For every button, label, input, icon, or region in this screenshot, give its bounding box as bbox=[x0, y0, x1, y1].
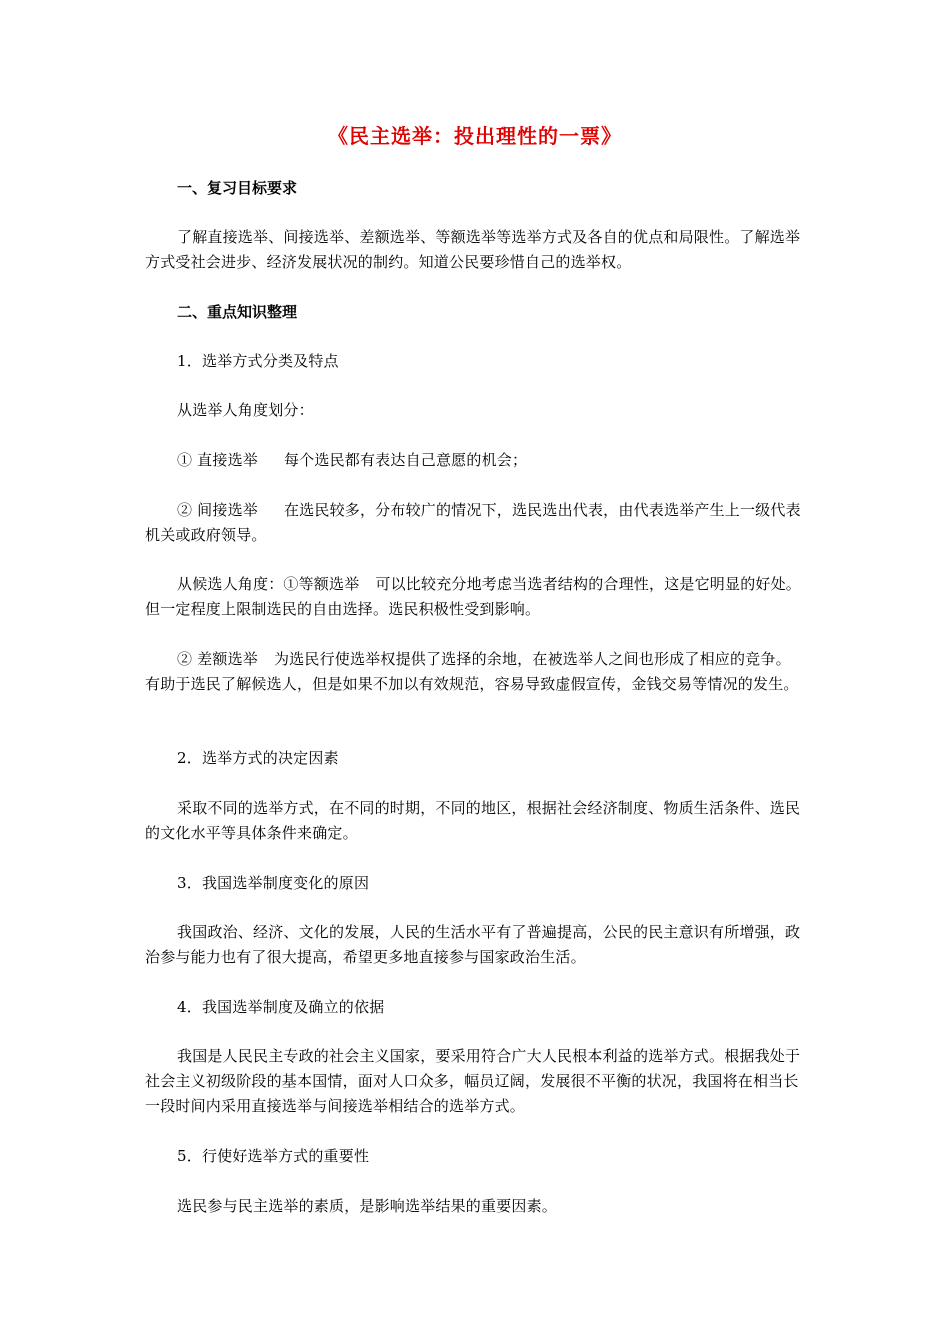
voter-angle-label: 从选举人角度划分： bbox=[177, 401, 314, 419]
item4-paragraph: 我国是人民民主专政的社会主义国家，要采用符合广大人民根本利益的选举方式。根据我处于社会主义初级阶段的基本国情，面对人口众多，幅员辽阔，发展很不平衡的状况，我国将在相当长一段时间内采用直接选举与间接选举相结合的选举方式。 bbox=[145, 1047, 801, 1115]
candidate-angle-label: 从候选人角度：①等额选举 bbox=[177, 575, 360, 593]
review-goals-paragraph: 了解直接选举、间接选举、差额选举、等额选举等选举方式及各自的优点和局限性。了解选举方式受社会进步、经济发展状况的制约。知道公民要珍惜自己的选举权。 bbox=[145, 228, 801, 271]
direct-election-desc: 每个选民都有表达自己意愿的机会； bbox=[283, 451, 528, 469]
indirect-election-desc: 在选民较多，分布较广的情况下，选民选出代表，由代表选举产生上一级代表机关或政府领导。 bbox=[145, 501, 801, 544]
item2-title: 2．选举方式的决定因素 bbox=[177, 749, 339, 767]
indirect-election-label: ② 间接选举 bbox=[177, 501, 258, 519]
section-heading-key-knowledge: 二、重点知识整理 bbox=[177, 303, 298, 321]
item1-title: 1．选举方式分类及特点 bbox=[177, 352, 339, 370]
direct-election-label: ① 直接选举 bbox=[177, 451, 258, 469]
document-title: 《民主选举：投出理性的一票》 bbox=[328, 124, 622, 148]
equal-election-paragraph bbox=[145, 572, 805, 622]
item5-title: 5．行使好选举方式的重要性 bbox=[177, 1147, 370, 1165]
item3-paragraph: 我国政治、经济、文化的发展，人民的生活水平有了普遍提高，公民的民主意识有所增强，政治参与能力也有了很大提高，希望更多地直接参与国家政治生活。 bbox=[145, 923, 801, 966]
item5-paragraph: 选民参与民主选举的素质，是影响选举结果的重要因素。 bbox=[177, 1197, 558, 1215]
indirect-election-paragraph bbox=[145, 498, 805, 548]
diff-election-desc: 为选民行使选举权提供了选择的余地，在被选举人之间也形成了相应的竞争。有助于选民了解候选人，但是如果不加以有效规范，容易导致虚假宣传，金钱交易等情况的发生。 bbox=[145, 650, 799, 693]
item2-paragraph: 采取不同的选举方式，在不同的时期，不同的地区，根据社会经济制度、物质生活条件、选民的文化水平等具体条件来确定。 bbox=[145, 799, 801, 842]
diff-election-label: ② 差额选举 bbox=[177, 650, 258, 668]
equal-election-desc: 可以比较充分地考虑当选者结构的合理性，这是它明显的好处。但一定程度上限制选民的自由选择。选民积极性受到影响。 bbox=[145, 575, 802, 618]
item3-title: 3．我国选举制度变化的原因 bbox=[177, 874, 370, 892]
item4-title: 4．我国选举制度及确立的依据 bbox=[177, 998, 385, 1016]
direct-election-line bbox=[145, 448, 805, 473]
section-heading-review-goals: 一、复习目标要求 bbox=[177, 179, 298, 197]
diff-election-paragraph bbox=[145, 647, 805, 697]
